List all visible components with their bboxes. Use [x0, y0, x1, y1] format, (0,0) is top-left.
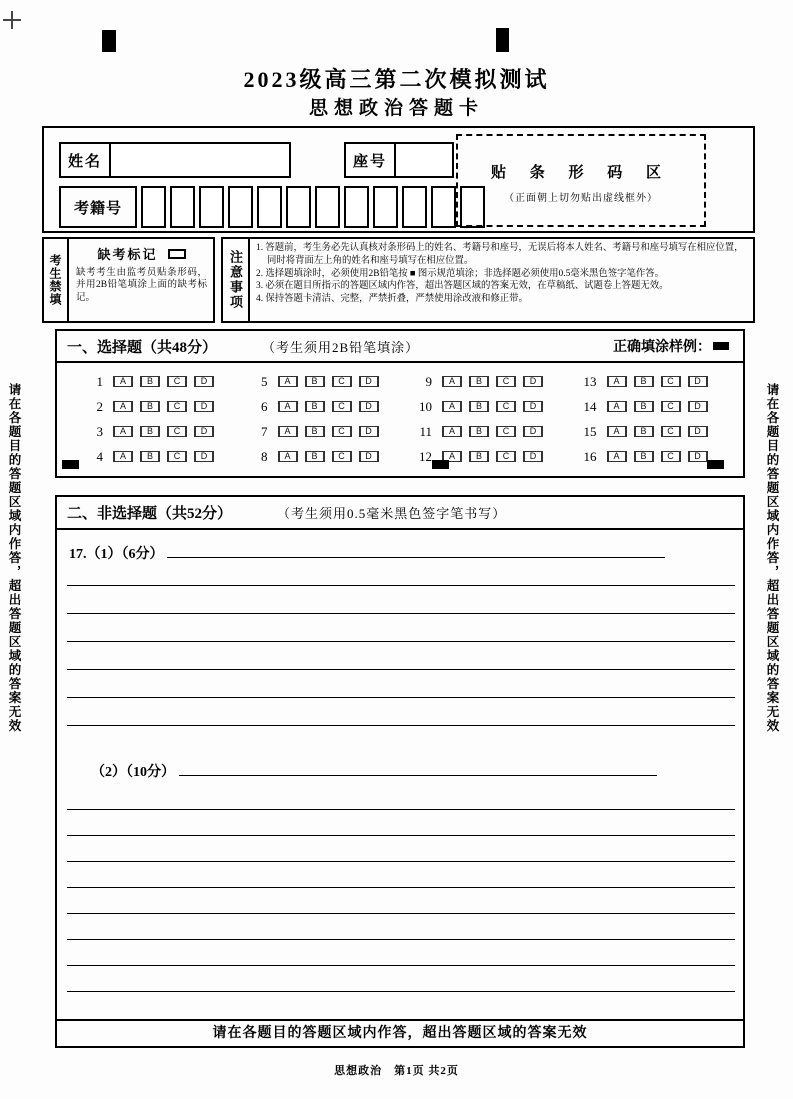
bubble-a[interactable]: A	[113, 376, 133, 387]
exam-id-digit-box[interactable]	[170, 186, 195, 228]
notice-item: 2. 选择题填涂时，必须使用2B铅笔按 ■ 图示规范填涂；非选择题必须使用0.5毫米黑色签字笔作答。	[256, 268, 665, 279]
answer-line[interactable]	[67, 965, 735, 966]
bubble-c[interactable]: C	[496, 401, 516, 412]
bubble-c[interactable]: C	[167, 376, 187, 387]
question-number: 11	[419, 423, 432, 439]
bubble-c[interactable]: C	[496, 426, 516, 437]
exam-id-digit-box[interactable]	[402, 186, 427, 228]
bubble-a[interactable]: A	[278, 451, 298, 462]
question-number: 14	[583, 398, 597, 414]
filled-bubble-sample-icon	[713, 342, 729, 350]
question-17-part1	[69, 543, 665, 563]
bubble-d[interactable]: D	[194, 451, 214, 462]
bubble-b[interactable]: B	[305, 451, 325, 462]
bubble-c[interactable]: C	[332, 451, 352, 462]
choice-section-header	[57, 331, 743, 363]
question-number: 9	[425, 373, 432, 389]
answer-line[interactable]	[67, 887, 735, 888]
fill-sample-label: 正确填涂样例：	[613, 340, 711, 355]
bubble-d[interactable]: D	[523, 376, 543, 387]
bubble-c[interactable]: C	[496, 451, 516, 462]
answer-line[interactable]	[67, 697, 735, 698]
bubble-d[interactable]: D	[688, 376, 708, 387]
name-field-group	[59, 142, 291, 178]
question-number: 5	[261, 373, 268, 389]
question-number: 3	[96, 423, 103, 439]
bubble-d[interactable]: D	[359, 426, 379, 437]
page-footer: 思想政治 第1页 共2页	[334, 1065, 459, 1077]
exam-id-digit-box[interactable]	[286, 186, 311, 228]
bubble-b[interactable]: B	[140, 376, 160, 387]
fill-sample	[613, 336, 729, 356]
timing-mark	[496, 28, 509, 52]
choice-column	[579, 369, 744, 469]
choice-row	[85, 394, 250, 419]
choice-row	[85, 444, 250, 469]
choice-row	[250, 394, 415, 419]
notice-item: 1. 答题前，考生务必先认真核对条形码上的姓名、考籍号和座号，无误后将本人姓名、考籍号和座号填写在相应位置，同时将背面左上角的姓名和座号填写在相应位置。	[256, 243, 744, 266]
choice-grid	[85, 369, 743, 469]
exam-title: 2023级高三第二次模拟测试	[243, 67, 550, 92]
exam-id-label: 考籍号	[59, 186, 137, 228]
exam-id-digit-box[interactable]	[228, 186, 253, 228]
bubble-d[interactable]: D	[523, 401, 543, 412]
bubble-b[interactable]: B	[469, 376, 489, 387]
bubble-d[interactable]: D	[194, 401, 214, 412]
bubble-c[interactable]: C	[332, 401, 352, 412]
choice-row	[579, 369, 744, 394]
choice-row	[414, 394, 579, 419]
bubble-d[interactable]: D	[523, 426, 543, 437]
bubble-c[interactable]: C	[661, 426, 681, 437]
question-17-part1-label: 17.（1）（6分）	[69, 547, 164, 562]
bubble-b[interactable]: B	[634, 376, 654, 387]
notice-items	[250, 239, 753, 321]
bubble-a[interactable]: A	[607, 451, 627, 462]
bubble-c[interactable]: C	[332, 376, 352, 387]
choice-row	[414, 369, 579, 394]
absent-mark-label: 缺考标记	[97, 247, 158, 262]
bubble-d[interactable]: D	[688, 426, 708, 437]
exam-id-digit-box[interactable]	[141, 186, 166, 228]
bubble-b[interactable]: B	[469, 426, 489, 437]
answer-line[interactable]	[67, 861, 735, 862]
answer-line[interactable]	[67, 641, 735, 642]
exam-id-digit-box[interactable]	[257, 186, 282, 228]
exam-id-digit-box[interactable]	[344, 186, 369, 228]
bubble-a[interactable]: A	[278, 376, 298, 387]
choice-row	[250, 369, 415, 394]
exam-id-digit-box[interactable]	[373, 186, 398, 228]
bubble-a[interactable]: A	[442, 401, 462, 412]
bubble-b[interactable]: B	[140, 401, 160, 412]
bubble-c[interactable]: C	[167, 426, 187, 437]
choice-row	[85, 419, 250, 444]
bubble-c[interactable]: C	[661, 401, 681, 412]
bubble-c[interactable]: C	[661, 451, 681, 462]
answer-line[interactable]	[67, 585, 735, 586]
forbidden-label: 考生禁填	[44, 239, 69, 321]
seat-input[interactable]	[394, 142, 454, 178]
subjective-section	[55, 495, 745, 1048]
question-number: 15	[583, 423, 597, 439]
answer-line[interactable]	[67, 913, 735, 914]
bubble-a[interactable]: A	[113, 401, 133, 412]
choice-row	[579, 394, 744, 419]
question-number: 13	[583, 373, 597, 389]
bubble-b[interactable]: B	[634, 426, 654, 437]
seat-label: 座号	[344, 142, 396, 178]
answer-line[interactable]	[179, 763, 657, 776]
absent-mark-box	[42, 237, 215, 323]
sheet-title: 思想政治答题卡	[308, 98, 484, 119]
bubble-a[interactable]: A	[278, 426, 298, 437]
question-17-part2-label: （2）（10分）	[91, 765, 175, 780]
bubble-b[interactable]: B	[634, 451, 654, 462]
bubble-a[interactable]: A	[607, 426, 627, 437]
bubble-a[interactable]: A	[442, 426, 462, 437]
absent-content	[69, 239, 213, 321]
bubble-b[interactable]: B	[305, 401, 325, 412]
right-margin-warning: 请在各题目的答题区域内作答，超出答题区域的答案无效	[765, 383, 779, 733]
bubble-a[interactable]: A	[113, 451, 133, 462]
exam-id-digit-box[interactable]	[315, 186, 340, 228]
bubble-d[interactable]: D	[359, 451, 379, 462]
question-17-part2	[91, 761, 657, 781]
left-margin-warning: 请在各题目的答题区域内作答，超出答题区域的答案无效	[7, 383, 21, 733]
bubble-d[interactable]: D	[523, 451, 543, 462]
bubble-a[interactable]: A	[442, 376, 462, 387]
answer-line[interactable]	[67, 809, 735, 810]
absent-mark-checkbox[interactable]	[168, 249, 186, 259]
bubble-a[interactable]: A	[442, 451, 462, 462]
subjective-section-header	[57, 497, 743, 530]
timing-mark	[432, 460, 449, 469]
bubble-c[interactable]: C	[167, 401, 187, 412]
multiple-choice-section	[55, 329, 745, 478]
bubble-b[interactable]: B	[305, 376, 325, 387]
bubble-b[interactable]: B	[140, 451, 160, 462]
bubble-d[interactable]: D	[359, 401, 379, 412]
choice-row	[579, 419, 744, 444]
question-number: 1	[96, 373, 103, 389]
bubble-d[interactable]: D	[194, 376, 214, 387]
question-number: 6	[261, 398, 268, 414]
subjective-section-subtitle: （考生须用0.5毫米黑色签字笔书写）	[277, 506, 507, 521]
question-number: 10	[419, 398, 432, 414]
bubble-c[interactable]: C	[661, 376, 681, 387]
bubble-d[interactable]: D	[688, 451, 708, 462]
timing-mark	[62, 460, 79, 469]
choice-row	[85, 369, 250, 394]
student-info-box	[42, 126, 755, 233]
question-number: 7	[261, 423, 268, 439]
choice-section-subtitle: （考生须用2B铅笔填涂）	[262, 339, 420, 355]
notice-item: 4. 保持答题卡清洁、完整，严禁折叠，严禁使用涂改液和修正带。	[256, 294, 528, 305]
notice-label: 注意事项	[223, 239, 250, 321]
barcode-area-note: （正面朝上切勿贴出虚线框外）	[504, 193, 658, 204]
timing-mark	[102, 30, 116, 52]
choice-column	[414, 369, 579, 469]
exam-id-boxes	[141, 186, 489, 228]
bubble-d[interactable]: D	[194, 426, 214, 437]
barcode-area	[456, 134, 706, 227]
question-number: 8	[261, 448, 268, 464]
choice-column	[250, 369, 415, 469]
choice-row	[250, 444, 415, 469]
barcode-area-title: 贴 条 形 码 区	[490, 165, 671, 181]
absent-note: 缺考考生由监考员贴条形码，并用2B铅笔填涂上面的缺考标记。	[76, 268, 207, 303]
answer-line[interactable]	[67, 613, 735, 614]
bubble-c[interactable]: C	[332, 426, 352, 437]
bubble-b[interactable]: B	[469, 401, 489, 412]
question-number: 2	[96, 398, 103, 414]
answer-line[interactable]	[67, 835, 735, 836]
choice-column	[85, 369, 250, 469]
answer-line[interactable]	[67, 725, 735, 726]
bubble-d[interactable]: D	[359, 376, 379, 387]
question-number: 4	[96, 448, 103, 464]
exam-id-digit-box[interactable]	[431, 186, 456, 228]
bubble-a[interactable]: A	[278, 401, 298, 412]
bubble-a[interactable]: A	[607, 376, 627, 387]
bubble-a[interactable]: A	[113, 426, 133, 437]
bottom-warning: 请在各题目的答题区域内作答，超出答题区域的答案无效	[57, 1019, 743, 1046]
bubble-c[interactable]: C	[167, 451, 187, 462]
answer-line[interactable]	[167, 545, 665, 558]
crosshair-registration-mark	[11, 11, 13, 29]
bubble-a[interactable]: A	[607, 401, 627, 412]
name-label: 姓名	[59, 142, 111, 178]
timing-mark	[707, 460, 724, 469]
bubble-b[interactable]: B	[305, 426, 325, 437]
answer-line[interactable]	[67, 669, 735, 670]
subjective-section-title: 二、非选择题（共52分）	[67, 506, 233, 522]
choice-section-title: 一、选择题（共48分）	[67, 339, 218, 356]
bubble-c[interactable]: C	[496, 376, 516, 387]
exam-id-field-group	[59, 186, 489, 228]
answer-line[interactable]	[67, 991, 735, 992]
name-input[interactable]	[109, 142, 291, 178]
question-number: 16	[583, 448, 597, 464]
bubble-b[interactable]: B	[140, 426, 160, 437]
bubble-b[interactable]: B	[634, 401, 654, 412]
bubble-d[interactable]: D	[688, 401, 708, 412]
seat-field-group	[344, 142, 454, 178]
choice-row	[250, 419, 415, 444]
bubble-b[interactable]: B	[469, 451, 489, 462]
choice-row	[414, 419, 579, 444]
exam-id-digit-box[interactable]	[199, 186, 224, 228]
answer-line[interactable]	[67, 939, 735, 940]
question-number: 12	[419, 448, 432, 464]
notice-item: 3. 必须在题目所指示的答题区域内作答，超出答题区域的答案无效，在草稿纸、试题卷上答题无效。	[256, 281, 669, 292]
notice-box	[221, 237, 755, 323]
